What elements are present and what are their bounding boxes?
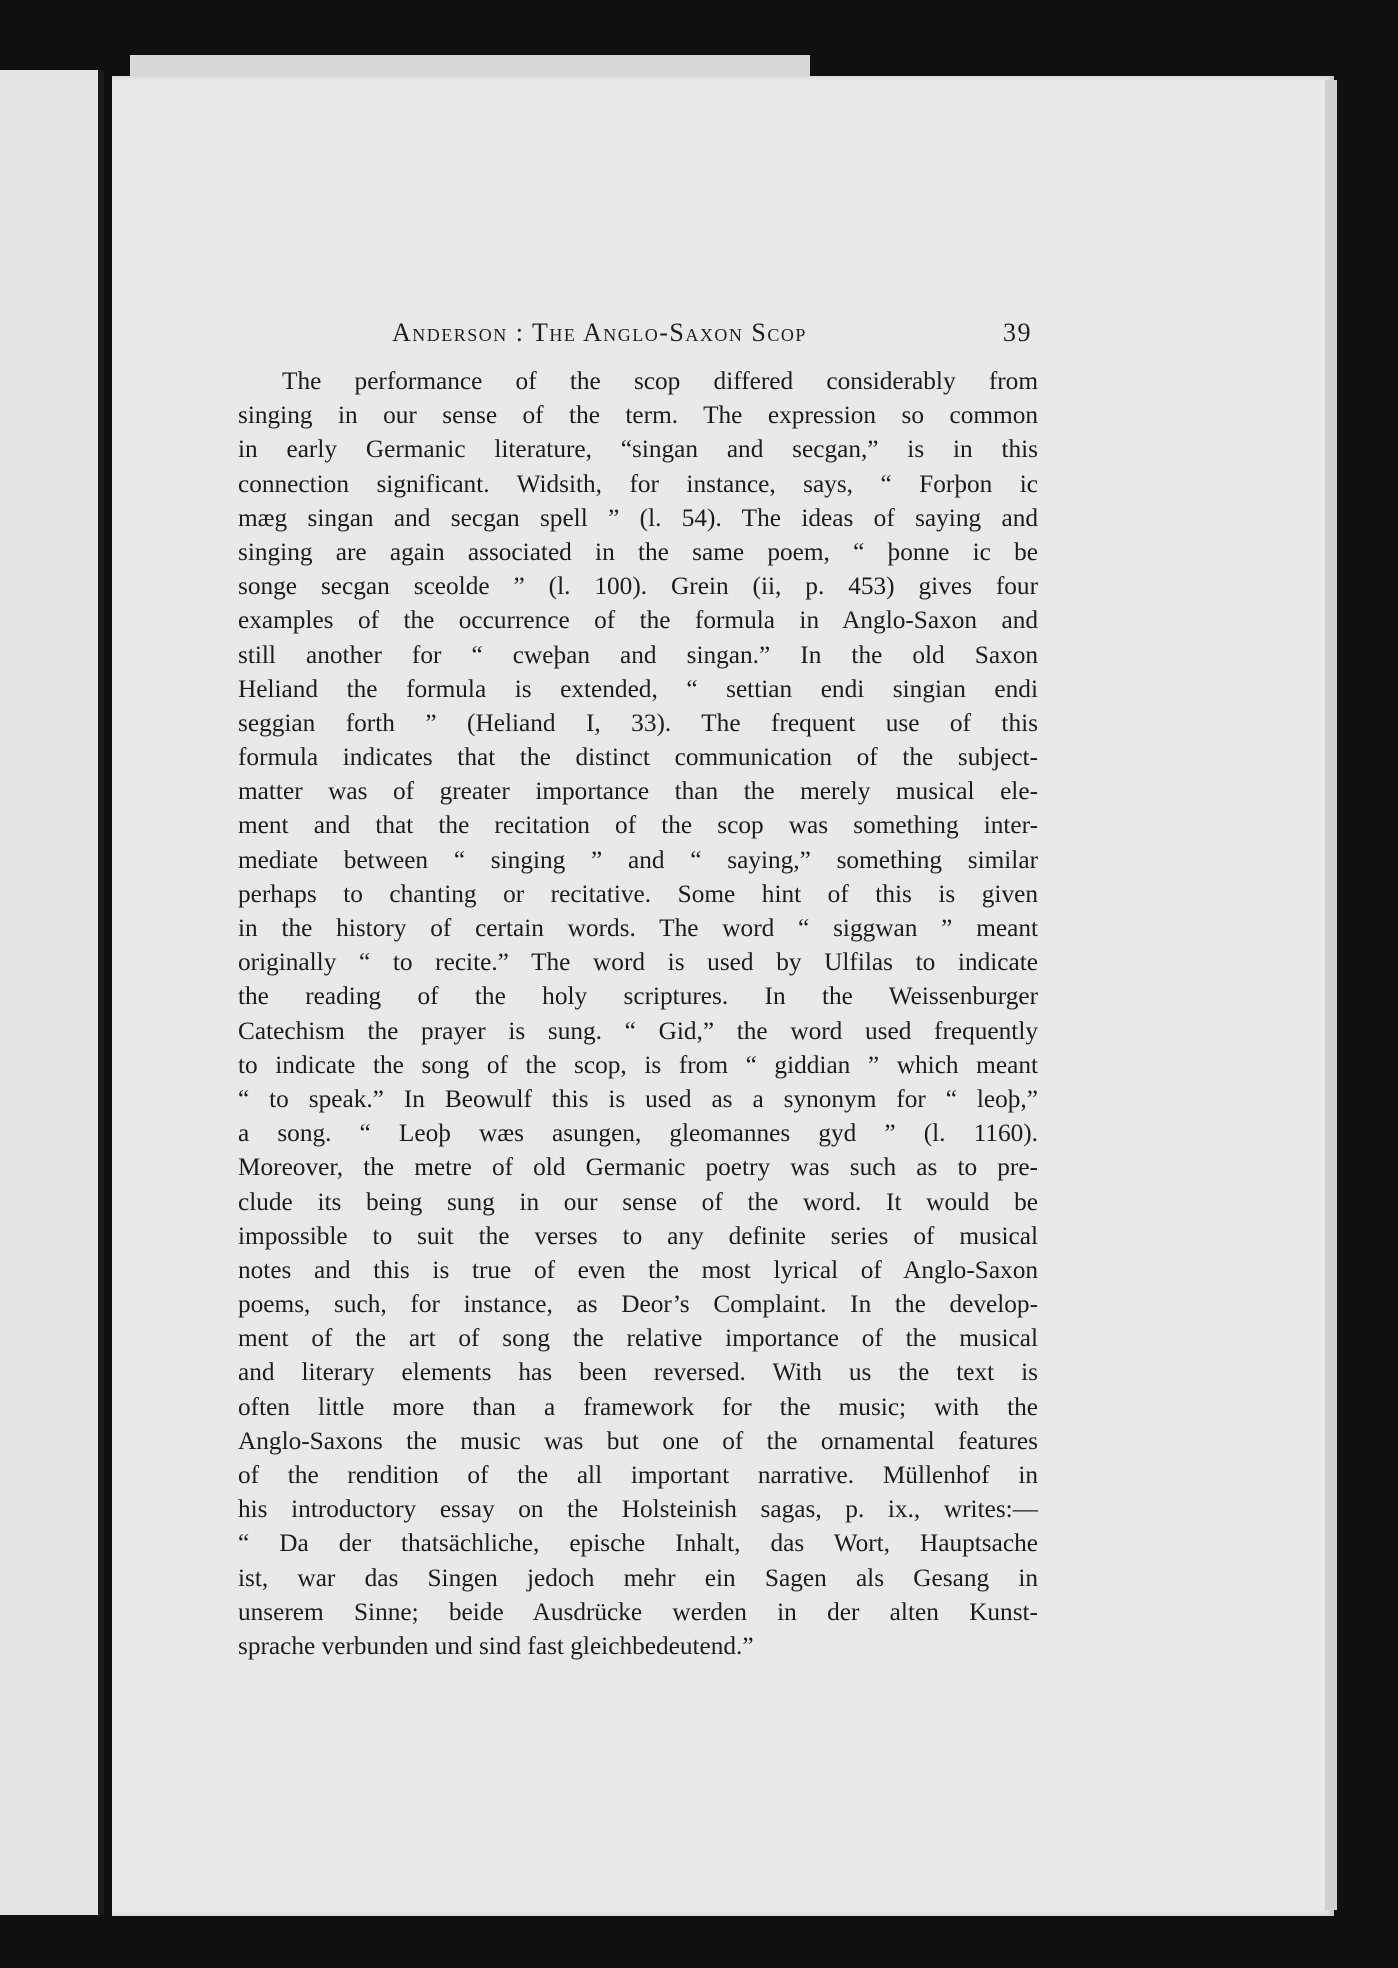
text-line: connection significant. Widsith, for instance, says, “ Forþon ic: [238, 469, 1038, 498]
running-title: Anderson : The Anglo-Saxon Scop: [392, 318, 807, 347]
text-line: notes and this is true of even the most lyrical of Anglo-Saxon: [238, 1255, 1038, 1284]
text-line: ist, war das Singen jedoch mehr ein Sagen als Gesang in: [238, 1563, 1038, 1592]
text-line: to indicate the song of the scop, is from “ giddian ” which meant: [238, 1050, 1038, 1079]
text-line: The performance of the scop differed considerably from: [282, 367, 1038, 395]
text-line: “ Da der thatsächliche, epische Inhalt, das Wort, Hauptsache: [238, 1529, 1038, 1558]
text-line: a song. “ Leoþ wæs asungen, gleomannes gyd ” (l. 1160).: [238, 1119, 1038, 1148]
text-line: Anglo-Saxons the music was but one of the ornamental features: [238, 1426, 1038, 1455]
text-line: Catechism the prayer is sung. “ Gid,” the word used frequently: [238, 1016, 1038, 1045]
text-line: matter was of greater importance than the merely musical ele-: [238, 777, 1038, 806]
text-line: “ to speak.” In Beowulf this is used as a synonym for “ leoþ,”: [238, 1084, 1038, 1113]
text-line: in early Germanic literature, “singan and secgan,” is in this: [238, 435, 1038, 464]
text-line: Moreover, the metre of old Germanic poetry was such as to pre-: [238, 1153, 1038, 1182]
text-line: his introductory essay on the Holsteinish sagas, p. ix., writes:—: [238, 1495, 1038, 1524]
text-line: of the rendition of the all important narrative. Müllenhof in: [238, 1461, 1038, 1489]
body-text: [238, 364, 1038, 1663]
text-line: Heliand the formula is extended, “ settian endi singian endi: [238, 674, 1038, 703]
page-right-edge: [1325, 80, 1337, 1910]
text-line: poems, such, for instance, as Deor’s Complaint. In the develop-: [238, 1290, 1038, 1319]
top-paper-strip: [130, 55, 810, 77]
text-line: originally “ to recite.” The word is used by Ulfilas to indicate: [238, 948, 1038, 977]
text-line: songe secgan sceolde ” (l. 100). Grein (ii, p. 453) gives four: [238, 572, 1038, 601]
text-line: mediate between “ singing ” and “ saying,” something similar: [238, 845, 1038, 874]
text-line: and literary elements has been reversed. With us the text is: [238, 1358, 1038, 1387]
text-line: ment and that the recitation of the scop was something inter-: [238, 811, 1038, 840]
running-head: [392, 318, 1032, 352]
text-line: singing in our sense of the term. The expression so common: [238, 401, 1038, 430]
text-line: perhaps to chanting or recitative. Some hint of this is given: [238, 879, 1038, 908]
text-line: still another for “ cweþan and singan.” In the old Saxon: [238, 640, 1038, 669]
text-line: impossible to suit the verses to any definite series of musical: [238, 1221, 1038, 1250]
text-line: mæg singan and secgan spell ” (l. 54). The ideas of saying and: [238, 503, 1038, 532]
text-line: seggian forth ” (Heliand I, 33). The frequent use of this: [238, 708, 1038, 737]
text-line: formula indicates that the distinct communication of the subject-: [238, 743, 1038, 772]
text-line: singing are again associated in the same poem, “ þonne ic be: [238, 537, 1038, 566]
text-line: unserem Sinne; beide Ausdrücke werden in der alten Kunst-: [238, 1597, 1038, 1626]
text-line: ment of the art of song the relative importance of the musical: [238, 1324, 1038, 1353]
text-line: often little more than a framework for the music; with the: [238, 1392, 1038, 1421]
text-line: examples of the occurrence of the formula in Anglo-Saxon and: [238, 606, 1038, 635]
page-number: 39: [1003, 318, 1032, 347]
text-line: sprache verbunden und sind fast gleichbedeutend.”: [238, 1631, 754, 1660]
text-line: clude its being sung in our sense of the word. It would be: [238, 1187, 1038, 1216]
text-line: in the history of certain words. The word “ siggwan ” meant: [238, 914, 1038, 942]
text-line: the reading of the holy scriptures. In the Weissenburger: [238, 982, 1038, 1011]
left-page-edge: [0, 70, 104, 1915]
